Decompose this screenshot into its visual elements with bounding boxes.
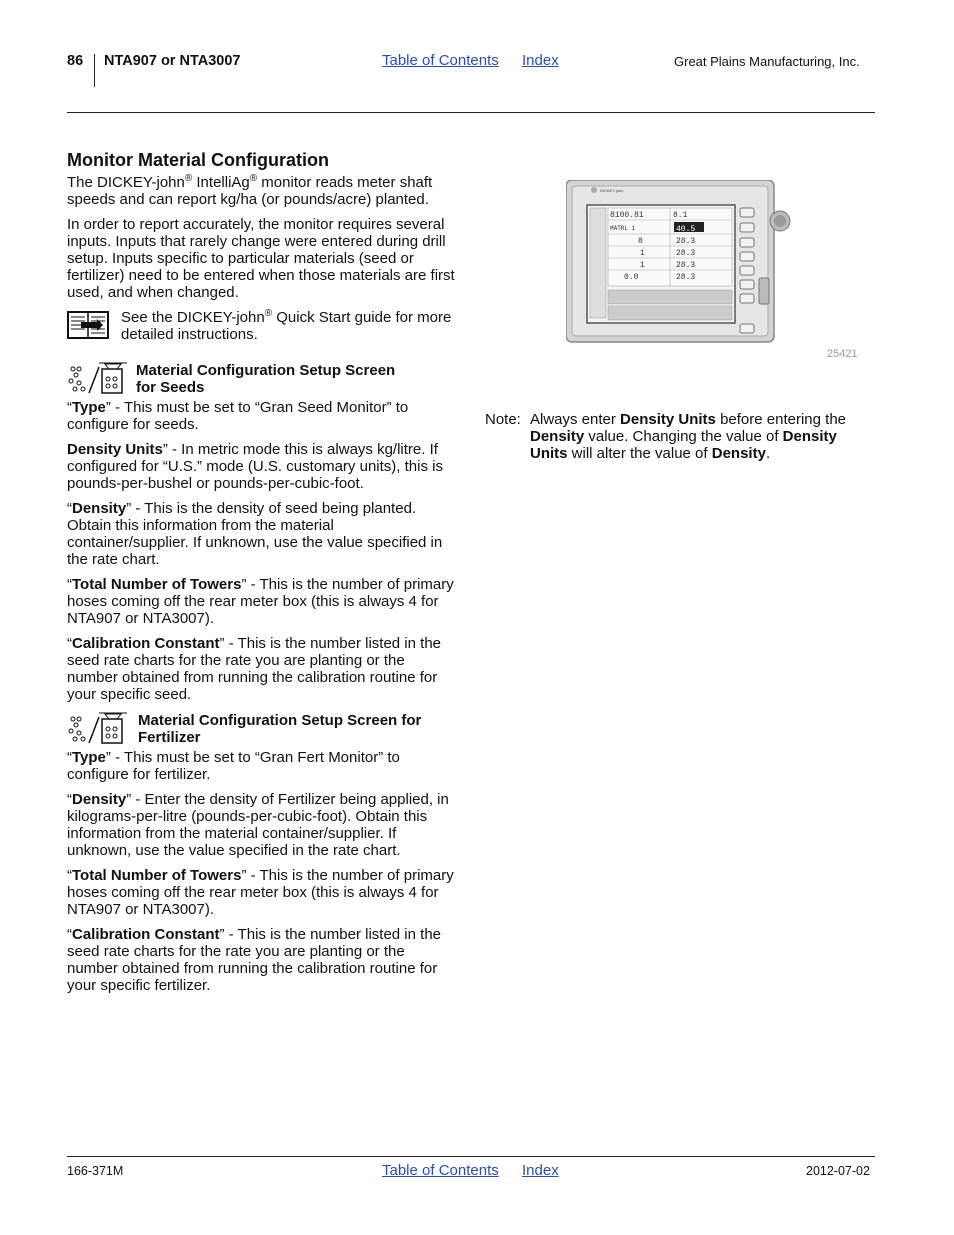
note-text: Always enter Density Units before entering the Density value. Changing the value of Density Units will alter the value of Density.	[530, 411, 846, 462]
fert-heading-row	[67, 709, 459, 749]
index-link-header[interactable]: Index	[522, 52, 559, 69]
header-rule	[67, 112, 875, 113]
readout-11: 0.0	[624, 273, 639, 282]
company-name: Great Plains Manufacturing, Inc.	[674, 54, 860, 69]
readout-1: 8100.81	[610, 211, 644, 220]
book-icon	[67, 309, 121, 345]
seeds-heading-row	[67, 359, 459, 399]
device-brand: DICKEY-john	[600, 188, 624, 193]
readout-10: 28.3	[676, 261, 696, 270]
toc-link-header[interactable]: Table of Contents	[382, 52, 499, 69]
readout-3: MATRL 1	[610, 225, 636, 232]
readout-4: 40.5	[676, 225, 696, 234]
fertilizer-material-icon	[67, 709, 138, 749]
header-divider	[94, 54, 95, 87]
intelliag-monitor-illustration	[566, 180, 796, 345]
footer-rule	[67, 1156, 875, 1157]
seeds-density-units: Density Units” - In metric mode this is always kg/litre. If configured for “U.S.” mode (U.S. customary units), this is pounds-per-bushel or pounds-per-cubic-foot.	[67, 441, 443, 492]
readout-9: 1	[640, 261, 645, 270]
seeds-density: “Density” - This is the density of seed being planted. Obtain this information from the material container/supplier. If unknown, use the value specified in the rate chart.	[67, 500, 443, 568]
quick-start-reference: See the DICKEY-john® Quick Start guide for more detailed instructions.	[121, 308, 452, 343]
readout-7: 1	[640, 249, 645, 258]
intro-paragraph-1: The DICKEY-john® IntelliAg® monitor reads meter shaft speeds and can report kg/ha (or pounds/acre) planted.	[67, 173, 433, 208]
seeds-type: “Type” - This must be set to “Gran Seed Monitor” to configure for seeds.	[67, 399, 409, 433]
page-number: 86	[67, 53, 84, 69]
note-label: Note:	[485, 411, 521, 428]
fert-type: “Type” - This must be set to “Gran Fert Monitor” to configure for fertilizer.	[67, 749, 400, 783]
section-title: Monitor Material Configuration	[67, 150, 329, 170]
monitor-figure	[566, 180, 774, 342]
document-date: 2012-07-02	[806, 1164, 870, 1178]
readout-5: 8	[638, 237, 643, 246]
left-column	[67, 150, 459, 994]
index-link-footer[interactable]: Index	[522, 1162, 559, 1179]
doc-number: 166-371M	[67, 1164, 124, 1178]
readout-12: 28.3	[676, 273, 696, 282]
density-note	[485, 411, 875, 462]
seed-material-icon	[67, 359, 136, 399]
seeds-towers: “Total Number of Towers” - This is the number of primary hoses coming off the rear meter box (this is always 4 for NTA907 or NTA3007).	[67, 576, 454, 627]
fert-density: “Density” - Enter the density of Fertilizer being applied, in kilograms-per-litre (pounds-per-cubic-foot). Obtain this information from the material container/supplier. If unknown, use the value specified in the rate chart.	[67, 791, 449, 859]
figure-number: 25421	[827, 348, 858, 360]
fert-heading: Material Configuration Setup Screen for Fertilizer	[138, 712, 422, 746]
readout-2: 8.1	[673, 211, 688, 220]
toc-link-footer[interactable]: Table of Contents	[382, 1162, 499, 1179]
seeds-heading: Material Configuration Setup Screen for Seeds	[136, 362, 396, 396]
reference-note	[67, 309, 459, 345]
seeds-calibration: “Calibration Constant” - This is the number listed in the seed rate charts for the rate you are planting or the number obtained from running the calibration routine for your specific seed.	[67, 635, 441, 703]
intro-paragraph-2: In order to report accurately, the monitor requires several inputs. Inputs that rarely change were entered during drill setup. Inputs specific to particular materials (seed or fertilizer) need to be entered when those materials are first used, and when changed.	[67, 216, 455, 301]
readout-8: 28.3	[676, 249, 696, 258]
fert-calibration: “Calibration Constant” - This is the number listed in the seed rate charts for the rate you are planting or the number obtained from running the calibration routine for your specific fertilizer.	[67, 926, 441, 994]
model-name: NTA907 or NTA3007	[104, 53, 241, 69]
fert-towers: “Total Number of Towers” - This is the number of primary hoses coming off the rear meter box (this is always 4 for NTA907 or NTA3007).	[67, 867, 454, 918]
readout-6: 28.3	[676, 237, 696, 246]
